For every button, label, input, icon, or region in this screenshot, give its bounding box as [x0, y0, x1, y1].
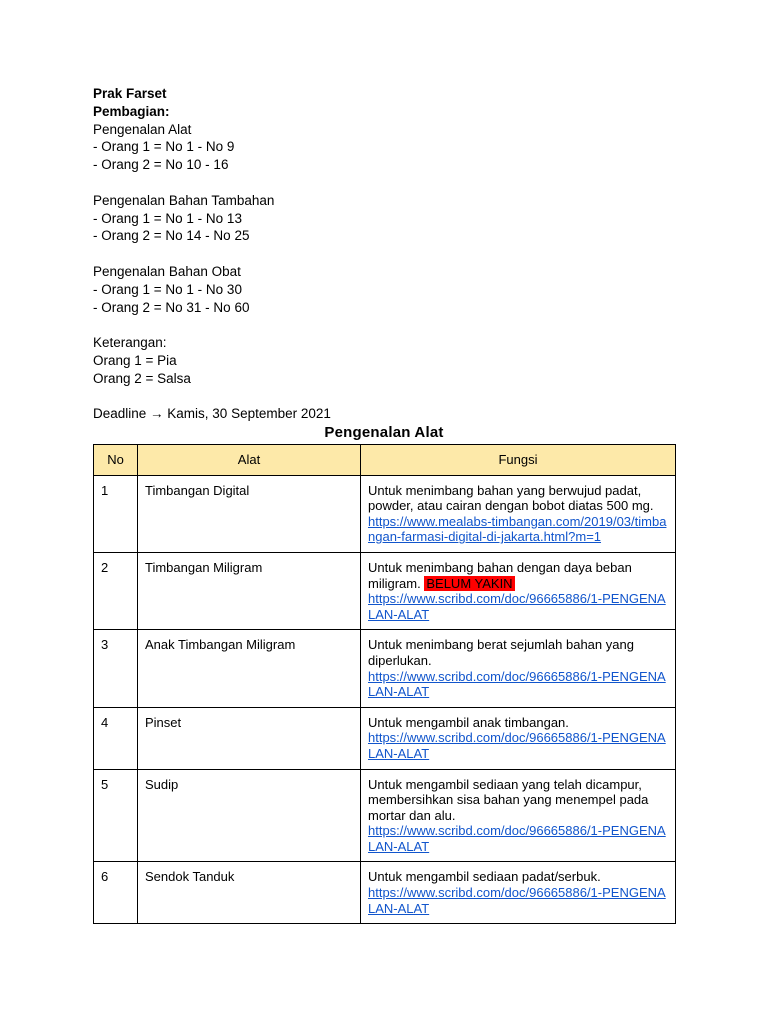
- table-row: [94, 630, 676, 707]
- group-line: - Orang 1 = No 1 - No 30: [93, 281, 242, 297]
- header-no: No: [94, 445, 138, 476]
- cell-no: 5: [94, 769, 138, 862]
- header-alat: Alat: [138, 445, 361, 476]
- cell-fungsi: [361, 707, 676, 769]
- cell-no: 4: [94, 707, 138, 769]
- group-pengenalan-alat: [93, 121, 693, 174]
- section-title: Pengenalan Alat: [324, 424, 444, 441]
- group-heading: Pengenalan Bahan Obat: [93, 263, 241, 279]
- intro-section: [93, 85, 693, 423]
- division-heading: Pembagian:: [93, 103, 170, 119]
- fungsi-text: Untuk mengambil sediaan padat/serbuk.: [368, 869, 601, 885]
- reference-link[interactable]: https://www.scribd.com/doc/96665886/1-PENGENALAN-ALAT: [368, 823, 666, 854]
- table-header-row: [94, 445, 676, 476]
- cell-fungsi: [361, 552, 676, 629]
- cell-alat: Pinset: [138, 707, 361, 769]
- table-row: [94, 475, 676, 552]
- cell-alat: Sendok Tanduk: [138, 862, 361, 924]
- table-row: [94, 769, 676, 862]
- cell-fungsi: [361, 769, 676, 862]
- table-row: [94, 707, 676, 769]
- group-line: - Orang 2 = No 31 - No 60: [93, 299, 250, 315]
- keterangan-heading: Keterangan:: [93, 335, 167, 351]
- fungsi-text: Untuk menimbang bahan yang berwujud padat, powder, atau cairan dengan bobot diatas 500 mg.: [368, 482, 654, 514]
- keterangan-line: Orang 1 = Pia: [93, 352, 177, 368]
- keterangan-line: Orang 2 = Salsa: [93, 370, 191, 386]
- cell-alat: Timbangan Miligram: [138, 552, 361, 629]
- group-line: - Orang 1 = No 1 - No 13: [93, 210, 242, 226]
- reference-link[interactable]: https://www.scribd.com/doc/96665886/1-PENGENALAN-ALAT: [368, 730, 666, 761]
- cell-no: 1: [94, 475, 138, 552]
- group-bahan-tambahan: [93, 192, 693, 245]
- group-line: - Orang 2 = No 14 - No 25: [93, 228, 250, 244]
- cell-fungsi: [361, 630, 676, 707]
- group-bahan-obat: [93, 263, 693, 316]
- table-row: [94, 552, 676, 629]
- cell-alat: Sudip: [138, 769, 361, 862]
- group-heading: Pengenalan Bahan Tambahan: [93, 192, 275, 208]
- reference-link[interactable]: https://www.scribd.com/doc/96665886/1-PENGENALAN-ALAT: [368, 885, 666, 916]
- keterangan-block: [93, 334, 693, 387]
- group-line: - Orang 1 = No 1 - No 9: [93, 139, 235, 155]
- cell-no: 3: [94, 630, 138, 707]
- cell-no: 6: [94, 862, 138, 924]
- cell-fungsi: [361, 862, 676, 924]
- cell-alat: Timbangan Digital: [138, 475, 361, 552]
- reference-link[interactable]: https://www.scribd.com/doc/96665886/1-PENGENALAN-ALAT: [368, 668, 666, 700]
- fungsi-text: Untuk mengambil anak timbangan.: [368, 714, 569, 730]
- fungsi-text: Untuk mengambil sediaan yang telah dicampur, membersihkan sisa bahan yang menempel pada mortar dan alu.: [368, 776, 649, 823]
- cell-no: 2: [94, 552, 138, 629]
- group-line: - Orang 2 = No 10 - 16: [93, 157, 229, 173]
- cell-alat: Anak Timbangan Miligram: [138, 630, 361, 707]
- fungsi-text: Untuk menimbang berat sejumlah bahan yang diperlukan.: [368, 637, 634, 668]
- deadline-text: Deadline → Kamis, 30 September 2021: [93, 406, 331, 422]
- alat-table: [93, 444, 676, 924]
- document-title: Prak Farset: [93, 86, 167, 101]
- table-row: [94, 862, 676, 924]
- status-badge: BELUM YAKIN: [426, 575, 513, 591]
- cell-fungsi: [361, 475, 676, 552]
- fungsi-text: Untuk menimbang bahan dengan daya beban miligram.: [368, 559, 632, 591]
- group-heading: Pengenalan Alat: [93, 121, 192, 137]
- header-fungsi: Fungsi: [361, 445, 676, 476]
- reference-link[interactable]: https://www.mealabs-timbangan.com/2019/03/timbangan-farmasi-digital-di-jakarta.html?m=1: [368, 513, 667, 545]
- reference-link[interactable]: https://www.scribd.com/doc/96665886/1-PENGENALAN-ALAT: [368, 591, 666, 622]
